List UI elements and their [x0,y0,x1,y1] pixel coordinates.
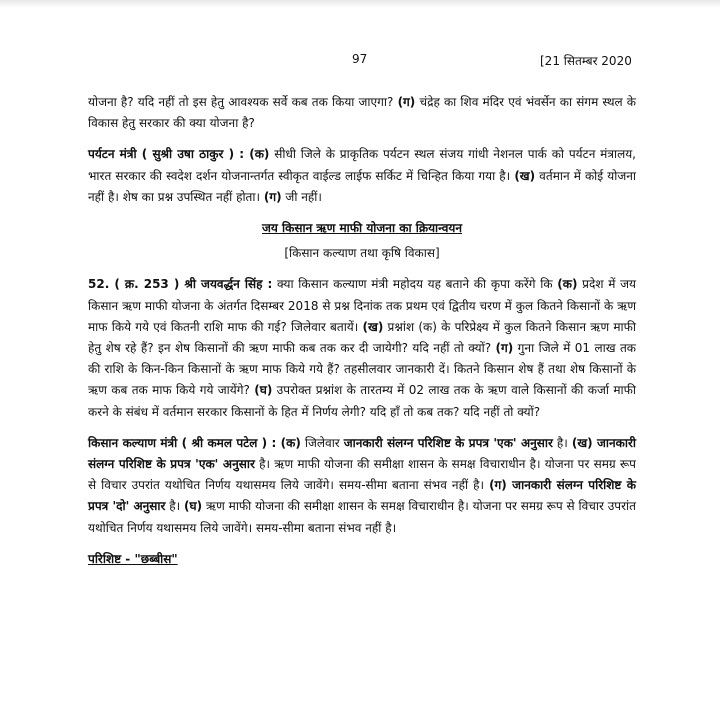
section-heading: जय किसान ऋण माफी योजना का क्रियान्वयन [261,221,463,236]
text-segment: गुना जिले में 01 लाख तक की राशि के किन-किन किसानों के ऋण माफ किये गये हैं? तहसीलवार जानकारी दें। कितने किसान शेष हैं तथा शेष किसानों के ऋण कब तक माफ किये गये जायेंगे? [88,341,636,398]
text-segment: योजना है? यदि नहीं तो इस हेतु आवश्यक सर्वे कब तक किया जाएगा? [88,95,398,109]
question-continuation [88,92,636,134]
text-segment: प्रदेश में जय किसान ऋण माफी योजना के अंतर्गत दिसम्बर 2018 से प्रश्न दिनांक तक प्रथम एवं द्वितीय चरण में कुल कितने किसानों के ऋण माफ किये गये एवं कितनी राशि माफ की गई? जिलेवार बतायें। [88,277,636,334]
text-segment: जिलेवार [300,435,344,450]
bold-segment: (ग) जानकारी संलग्न परिशिष्ट के प्रपत्र 'दो' अनुसार [88,478,636,514]
text-segment: क्या किसान कल्याण मंत्री महोदय यह बताने की कृपा करेंगे कि [272,277,558,292]
page-edge-shadow [0,0,720,8]
question-52 [88,274,636,422]
header-date: [21 सितम्बर 2020 [540,54,632,68]
text-segment: है। ऋण माफी योजना की समीक्षा शासन के समक्ष विचाराधीन है। योजना पर समग्र रूप से विचार उपरांत यथोचित निर्णय यथासमय लिये जावेंगे। समय-सीमा बताना संभव नहीं है। [88,457,636,493]
bold-segment: (ग) [495,341,514,356]
text-segment: है। [552,435,572,450]
text-segment: जी नहीं। [281,189,322,204]
bold-segment: जानकारी संलग्न परिशिष्ट के प्रपत्र 'एक' अनुसार [343,435,553,450]
text-segment: ऋण माफी योजना की समीक्षा शासन के समक्ष विचाराधीन है। योजना पर समग्र रूप से विचार उपरांत यथोचित निर्णय यथासमय लिये जावेंगे। समय-सीमा बताना संभव नहीं है। [88,499,636,535]
bold-segment: (ग) [397,95,416,109]
bold-segment: (ख) जानकारी संलग्न परिशिष्ट के प्रपत्र 'एक' अनुसार [88,435,636,472]
bold-segment: (घ) [184,499,203,514]
answer-52 [88,433,636,539]
bold-segment: (ख) [514,168,536,183]
bold-segment: (ग) [263,189,282,204]
text-segment: है। [165,499,185,514]
minister-name: किसान कल्याण मंत्री ( श्री कमल पटेल ) : (क) [88,435,301,450]
text-segment: सीधी जिले के प्राकृतिक पर्यटन स्थल संजय गांधी नेशनल पार्क को पर्यटन मंत्रालय, भारत सरकार की स्वदेश दर्शन योजनान्तर्गत स्वीकृत वाईल्ड लाईफ सर्किट में चिन्हित किया गया है। [88,147,637,183]
question-number: 52. ( क्र. 253 ) श्री जयवर्द्धन सिंह : [88,277,273,292]
text-segment: चंद्रेह का शिव मंदिर एवं भंवर्सेन का संगम स्थल के विकास हेतु सरकार की क्या योजना है? [88,95,636,131]
minister-name: पर्यटन मंत्री ( सुश्री उषा ठाकुर ) : (क) [88,147,270,162]
bold-segment: (क) [557,277,578,292]
document-body [88,92,636,582]
text-segment: उपरोक्त प्रश्नांश के तारतम्य में 02 लाख तक के ऋण वाले किसानों की कर्जा माफी करने के संबंध में वर्तमान सरकार किसानों के हित में निर्णय लेगी? यदि हाँ तो कब तक? यदि नहीं तो क्यों? [88,383,636,419]
text-segment: वर्तमान में कोई योजना नहीं है। शेष का प्रश्न उपस्थित नहीं होता। [88,168,636,204]
bold-segment: (घ) [254,383,273,398]
text-segment: प्रश्नांश (क) के परिप्रेक्ष्य में कुल कितने किसान ऋण माफी हेतु शेष रहे हैं? इन शेष किसानों की ऋण माफी कब तक कर दी जायेगी? यदि नहीं तो क्यों? [88,319,636,356]
tourism-minister-answer [88,144,636,208]
appendix-heading: परिशिष्ट - "छब्बीस" [88,551,178,566]
section-subheading: [किसान कल्याण तथा कृषि विकास] [284,246,440,261]
page-header [0,52,720,74]
bold-segment: (ख) [362,319,384,334]
page-number: 97 [352,52,368,66]
